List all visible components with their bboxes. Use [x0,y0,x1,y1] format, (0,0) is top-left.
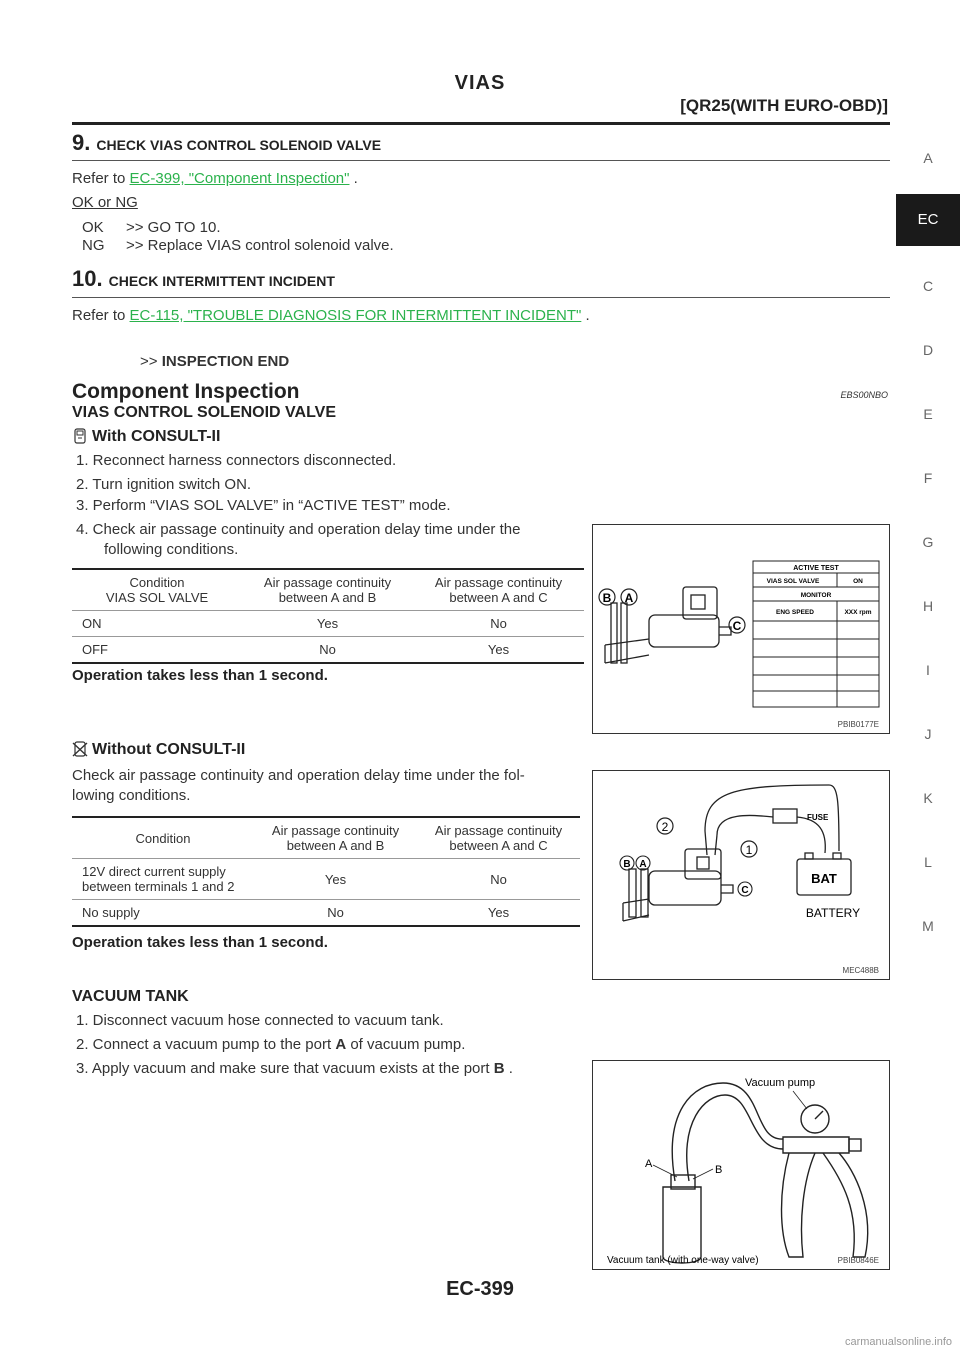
vacuum-step-3-prefix: 3. Apply vacuum and make sure that vacuum exists at the port [76,1060,490,1077]
without-note: Operation takes less than 1 second. [72,934,328,951]
tab-e[interactable]: E [923,406,933,422]
step-title: CHECK INTERMITTENT INCIDENT [108,273,335,289]
step-rule [72,160,890,161]
label-c: C [732,619,742,633]
vacuum-pump-label: Vacuum pump [745,1077,816,1089]
header-rule [72,122,890,125]
tab-h[interactable]: H [922,598,934,614]
figure-battery [592,770,890,980]
refer-suffix: . [585,307,590,324]
ng-label: NG [82,237,105,254]
refer-suffix: . [353,170,358,187]
table-cell: OFF [72,637,242,664]
table-header: Condition VIAS SOL VALVE [72,569,242,611]
step-number: 9. [72,130,91,155]
screen-monitor: MONITOR [800,592,832,599]
terminal-2-label: 2 [661,820,669,834]
consult-condition-table [72,568,584,664]
table-cell: No [254,900,417,927]
figure-label-a: A [645,1158,653,1170]
table-cell: Yes [413,637,584,664]
step-rule [72,297,890,298]
table-header: Air passage continuity between A and C [417,817,580,859]
without-intro-line2: lowing conditions. [72,787,191,804]
label-a: A [639,859,647,870]
ok-label: OK [82,219,104,236]
terminal-1-label: 1 [745,843,753,857]
table-cell: No [413,611,584,637]
page-subtitle: [QR25(WITH EURO-OBD)] [680,96,888,115]
fuse-label: FUSE [807,813,829,822]
with-consult-text: With CONSULT-II [92,428,221,445]
table-cell: 12V direct current supply between terminals 1 and 2 [72,859,254,900]
label-b: B [602,591,612,605]
inspection-end [140,353,289,370]
table-cell: Yes [242,611,413,637]
screen-item: VIAS SOL VALVE [766,578,820,585]
component-inspection-link[interactable]: EC-399, "Component Inspection" [129,170,350,187]
step-10-heading [72,266,335,292]
screen-rpm: XXX rpm [844,609,872,616]
section-subtitle: VIAS CONTROL SOLENOID VALVE [72,404,337,421]
vacuum-step-2-suffix: of vacuum pump. [350,1036,466,1053]
table-header: Air passage continuity between A and C [413,569,584,611]
without-consult-heading [72,741,245,759]
no-tool-icon [72,741,88,757]
vacuum-step-3 [76,1060,513,1077]
refer-prefix: Refer to [72,307,126,324]
with-consult-heading [72,428,220,446]
figure-code: MEC488B [842,966,879,975]
tab-ec[interactable]: EC [896,194,960,246]
page-number: EC-399 [446,1278,514,1300]
table-cell: No supply [72,900,254,927]
step-title: CHECK VIAS CONTROL SOLENOID VALVE [96,137,382,153]
tab-d[interactable]: D [922,342,934,358]
table-row [72,637,584,664]
ok-result [82,219,221,236]
table-cell: Yes [254,859,417,900]
table-row [72,859,580,900]
vacuum-step-2 [76,1036,465,1053]
step-9-heading [72,130,381,156]
vacuum-step-2-prefix: 2. Connect a vacuum pump to the port [76,1036,332,1053]
tab-m[interactable]: M [922,918,934,934]
tab-a[interactable]: A [923,150,933,166]
consult-step-1: 1. Reconnect harness connectors disconnected. [76,452,397,469]
screen-value: ON [853,578,863,585]
ng-result [82,237,394,254]
consult-step-4: 4. Check air passage continuity and operation delay time under the [76,521,521,538]
refer-prefix: Refer to [72,170,126,187]
tab-i[interactable]: I [926,662,930,678]
table-row [72,900,580,927]
table-cell: No [242,637,413,664]
end-text: INSPECTION END [161,353,290,370]
without-condition-table [72,816,580,927]
consult-table-wrap [72,568,584,664]
table-cell: No [417,859,580,900]
bat-label: BAT [811,871,837,886]
vacuum-pump-illustration [593,1061,891,1271]
consult-step-4-cont: following conditions. [104,541,239,558]
battery-label: BATTERY [805,906,861,920]
figure-code: PBIB0846E [837,1256,879,1265]
table-header: Air passage continuity between A and B [254,817,417,859]
consult-step-3: 3. Perform “VIAS SOL VALVE” in “ACTIVE TEST” mode. [76,497,451,514]
label-a: A [624,591,634,605]
tab-c[interactable]: C [922,278,934,294]
figure-vacuum [592,1060,890,1270]
refer-line [72,307,590,324]
page-title: VIAS [454,72,506,94]
figure-consult [592,524,890,734]
vacuum-tank-label: Vacuum tank (with one-way valve) [607,1255,759,1266]
end-prefix: >> [140,353,158,370]
vacuum-step-3-suffix: . [508,1060,513,1077]
ng-text: >> Replace VIAS control solenoid valve. [126,237,394,254]
table-header: Air passage continuity between A and B [242,569,413,611]
refer-line [72,170,358,187]
step-number: 10. [72,266,103,291]
watermark: carmanualsonline.info [844,1336,952,1348]
table-header: Condition [72,817,254,859]
section-title: Component Inspection [72,380,300,403]
consult-note: Operation takes less than 1 second. [72,667,328,684]
without-consult-text: Without CONSULT-II [92,741,246,758]
solenoid-consult-illustration [593,525,891,735]
table-cell: Yes [417,900,580,927]
vacuum-tank-heading: VACUUM TANK [72,988,189,1005]
section-code: EBS00NBO [840,390,888,400]
figure-code: PBIB0177E [837,720,879,729]
port-a: A [335,1036,347,1053]
port-b: B [493,1060,505,1077]
label-c: C [741,885,749,896]
tab-j[interactable]: J [924,726,932,742]
screen-title: ACTIVE TEST [793,565,839,572]
ok-text: >> GO TO 10. [126,219,221,236]
tab-g[interactable]: G [922,534,934,550]
figure-label-b: B [715,1164,723,1176]
table-cell: ON [72,611,242,637]
without-table-wrap [72,816,580,927]
consult-tool-icon [72,428,88,444]
tab-f[interactable]: F [923,470,933,486]
tab-l[interactable]: L [924,854,932,870]
solenoid-battery-illustration [593,771,891,981]
without-intro-line1: Check air passage continuity and operation delay time under the fol- [72,767,525,784]
label-b: B [623,859,631,870]
intermittent-incident-link[interactable]: EC-115, "TROUBLE DIAGNOSIS FOR INTERMITTENT INCIDENT" [129,307,582,324]
vacuum-step-1: 1. Disconnect vacuum hose connected to vacuum tank. [76,1012,444,1029]
ok-or-ng-label: OK or NG [72,194,138,211]
screen-eng: ENG SPEED [776,609,814,616]
consult-step-2: 2. Turn ignition switch ON. [76,476,252,493]
tab-k[interactable]: K [923,790,933,806]
table-row [72,611,584,637]
